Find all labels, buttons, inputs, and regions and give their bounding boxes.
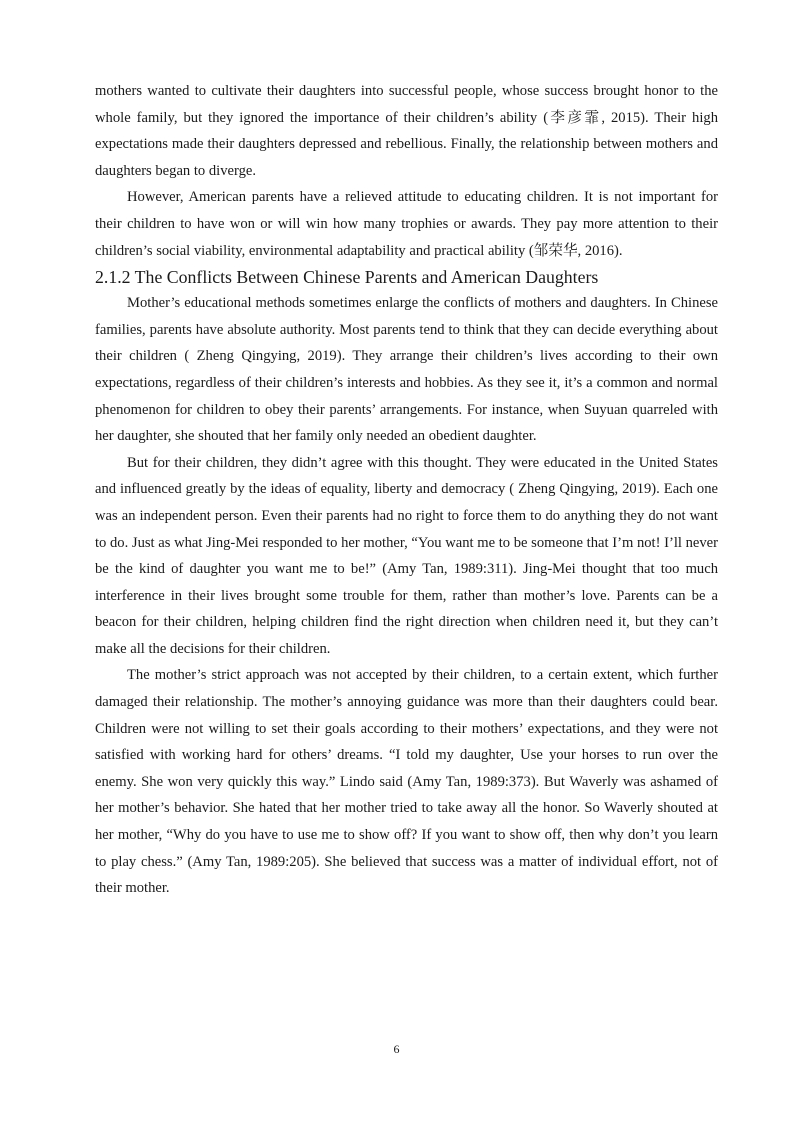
body-paragraph: However, American parents have a relieved attitude to educating children. It is not important for their children to have won or will win how many trophies or awards. They pay more attention to their children’s social viability, environmental adaptability and practical ability (邹荣华, 2016). bbox=[95, 189, 718, 259]
page-body bbox=[95, 78, 718, 902]
body-paragraph: Mother’s educational methods sometimes enlarge the conflicts of mothers and daughters. In Chinese families, parents have absolute authority. Most parents tend to think that they can decide everything about their children ( Zheng Qingying, 2019). They arrange their children’s lives according to their own expectations, regardless of their children’s interests and hobbies. As they see it, it’s a common and normal phenomenon for children to obey their parents’ arrangements. For instance, when Suyuan quarreled with her daughter, she shouted that her family only needed an obedient daughter. bbox=[95, 295, 718, 445]
body-paragraph: The mother’s strict approach was not accepted by their children, to a certain extent, which further damaged their relationship. The mother’s annoying guidance was more than their daughters could bear. Children were not willing to set their goals according to their mothers’ expectations, and they were not satisfied with working hard for others’ dreams. “I told my daughter, Use your horses to run over the enemy. She won very quickly this way.” Lindo said (Amy Tan, 1989:373). But Waverly was ashamed of her mother’s behavior. She hated that her mother tried to take away all the honor. So Waverly shouted at her mother, “Why do you have to use me to show off? If you want to show off, then why don’t you learn to play chess.” (Amy Tan, 1989:205). She believed that success was a matter of individual effort, not of their mother. bbox=[95, 667, 718, 897]
section-heading: 2.1.2 The Conflicts Between Chinese Parents and American Daughters bbox=[95, 267, 599, 288]
body-paragraph: But for their children, they didn’t agree with this thought. They were educated in the United States and influenced greatly by the ideas of equality, liberty and democracy ( Zheng Qingying, 2019). Each one was an independent person. Even their parents had no right to force them to do anything they do not want to do. Just as what Jing-Mei responded to her mother, “You want me to be someone that I’m not! I’ll never be the kind of daughter you want me to be!” (Amy Tan, 1989:311). Jing-Mei thought that too much interference in their lives brought some trouble for them, rather than mother’s love. Parents can be a beacon for their children, helping children find the right direction when children need it, but they can’t make all the decisions for their children. bbox=[95, 454, 718, 657]
body-paragraph: mothers wanted to cultivate their daughters into successful people, whose success brought honor to the whole family, but they ignored the importance of their children’s ability (李彦霏, 2015). Their high expectations made their daughters depressed and rebellious. Finally, the relationship between mothers and daughters began to diverge. bbox=[95, 83, 718, 179]
page-number: 6 bbox=[393, 1042, 400, 1056]
